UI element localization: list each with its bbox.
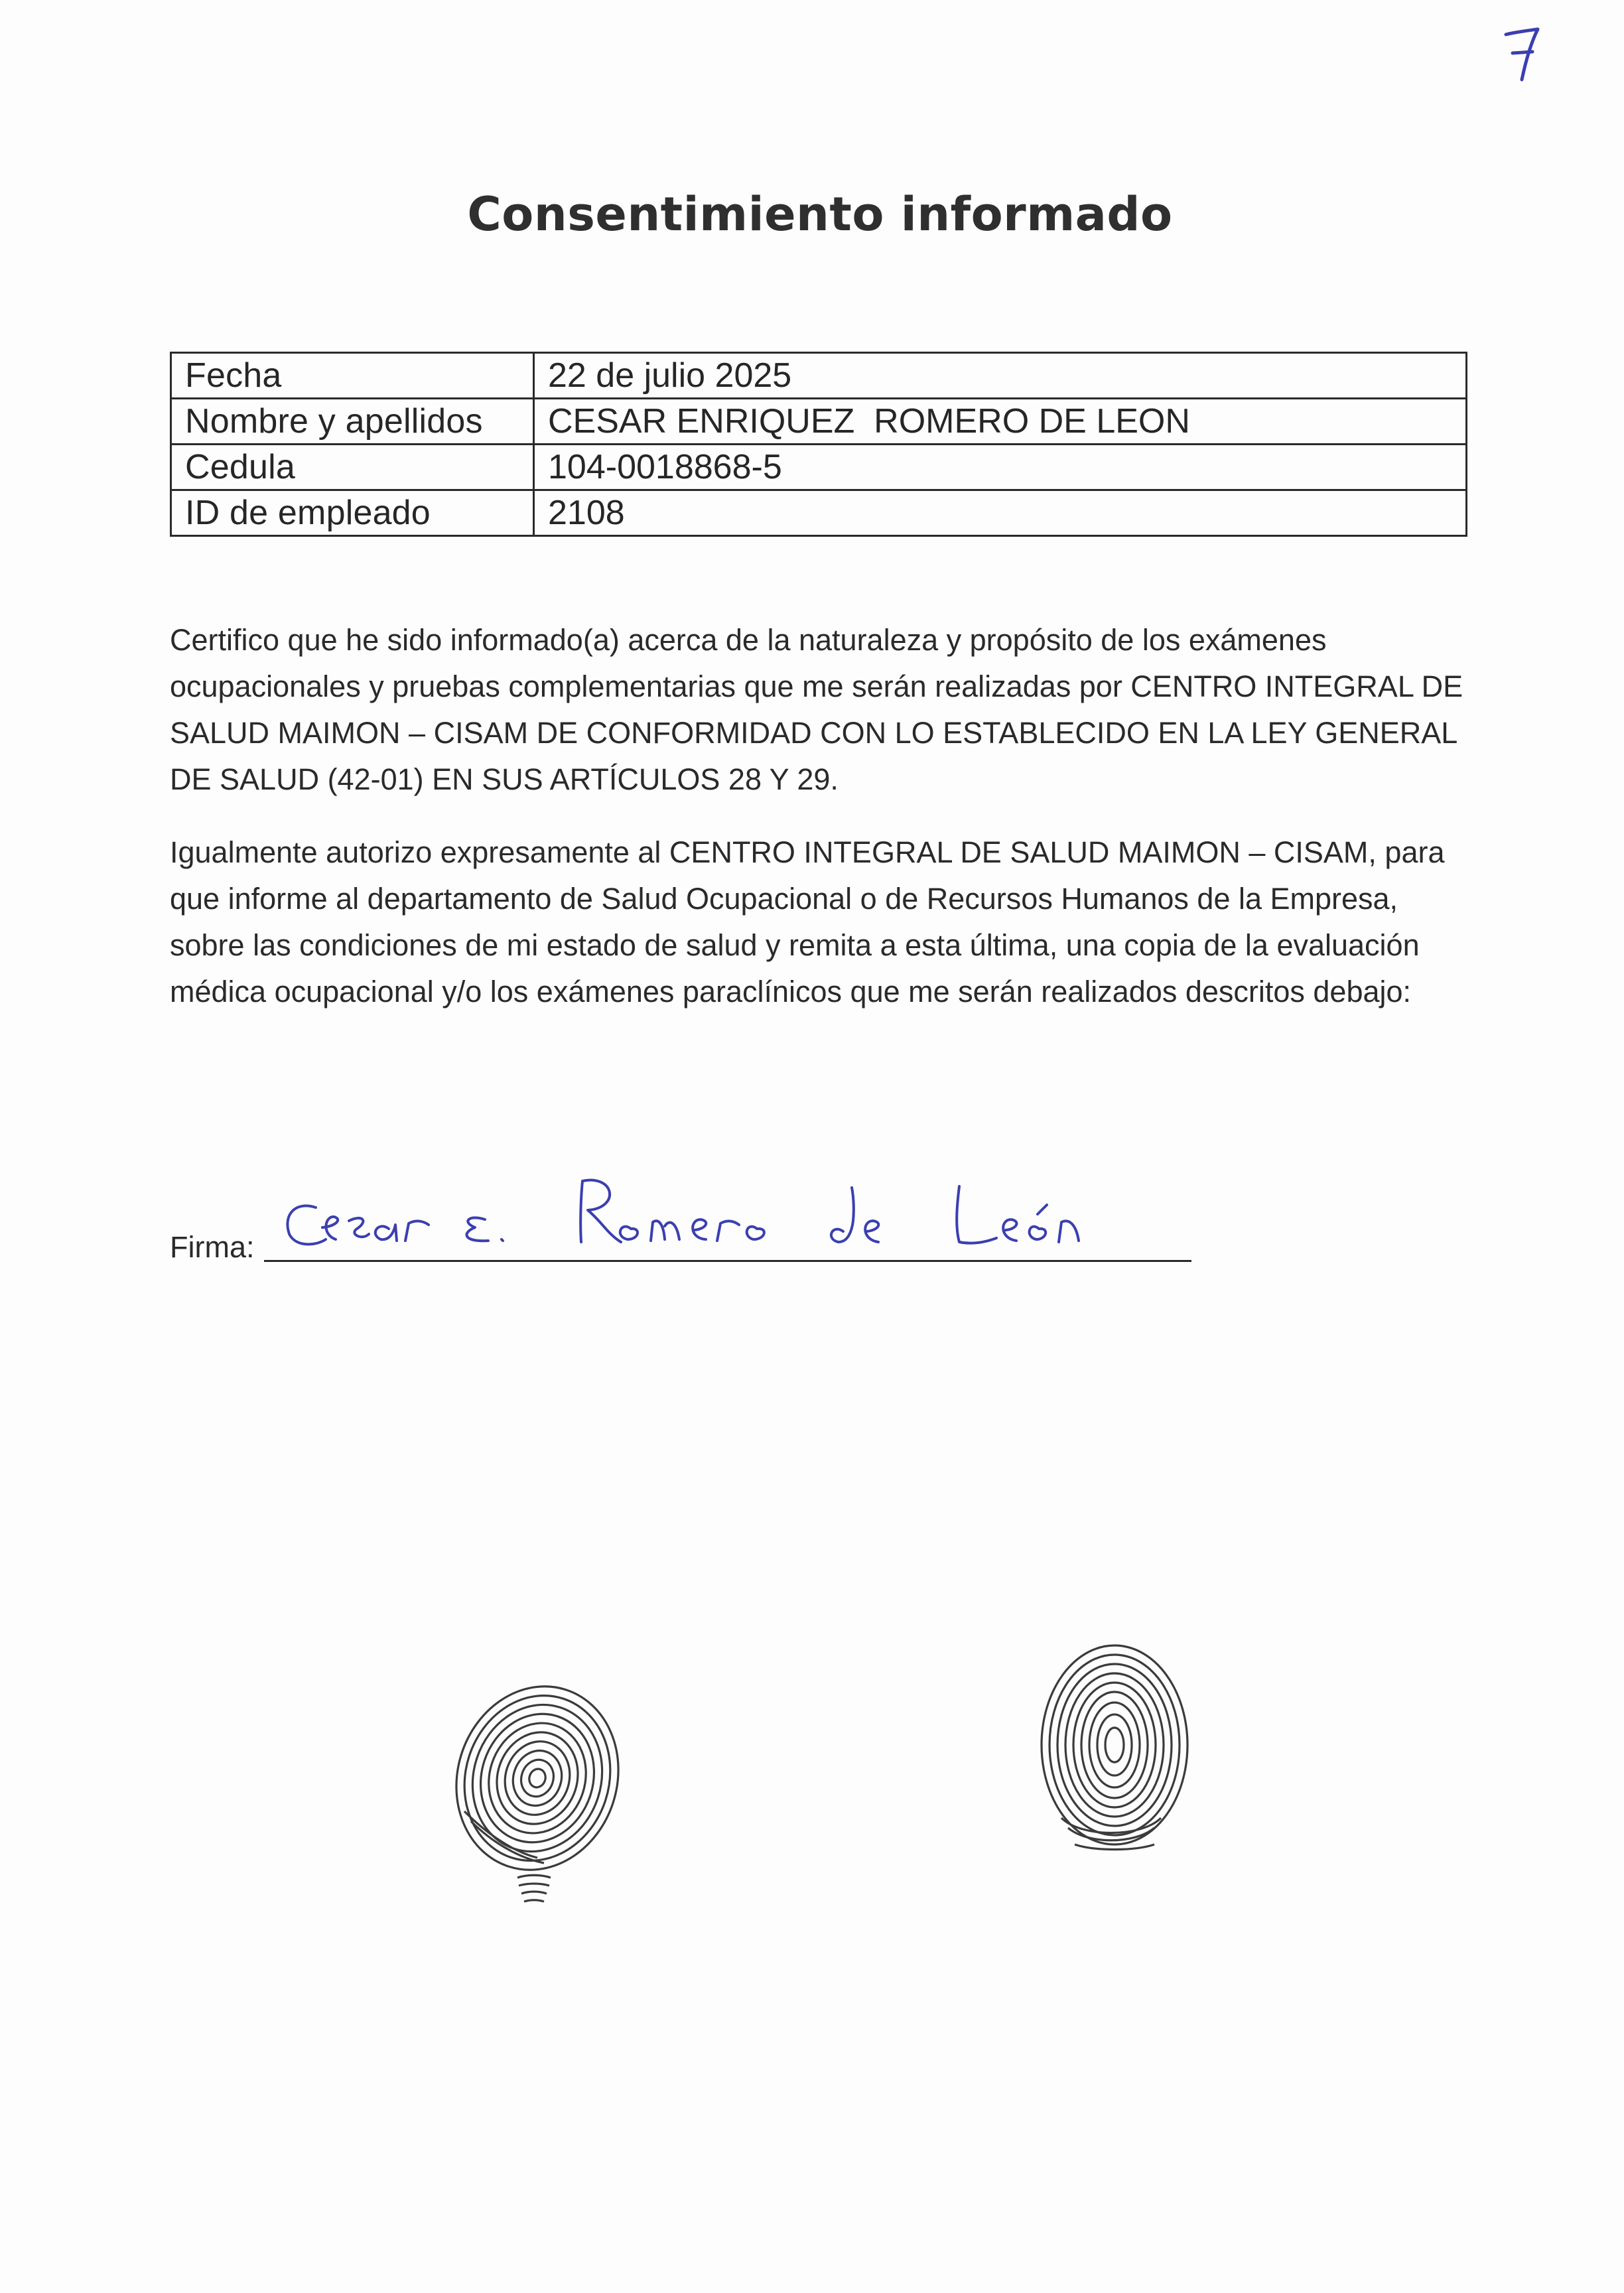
table-row (171, 353, 1467, 399)
document-title: Consentimiento informado (467, 187, 1173, 242)
nombre-label: Nombre y apellidos (171, 399, 534, 445)
cedula-value: 104-0018868-5 (534, 445, 1467, 490)
fingerprint-icon (444, 1679, 630, 1917)
handwritten-page-number (1498, 20, 1544, 86)
table-row (171, 490, 1467, 536)
table-row (171, 445, 1467, 490)
fingerprint-icon (1022, 1639, 1207, 1864)
id-empleado-value: 2108 (534, 490, 1467, 536)
cedula-label: Cedula (171, 445, 534, 490)
handwritten-signature (269, 1168, 1191, 1261)
table-row (171, 399, 1467, 445)
signature-block (170, 1168, 1191, 1267)
nombre-value: CESAR ENRIQUEZ ROMERO DE LEON (534, 399, 1467, 445)
authorization-paragraph: Igualmente autorizo expresamente al CENTRO INTEGRAL DE SALUD MAIMON – CISAM, para que informe al departamento de Salud Ocupacional o de Recursos Humanos de la Empresa, sobre las condiciones de mi estado de salud y remita a esta última, una copia de la evaluación médica ocupacional y/o los exámenes paraclínicos que me serán realizados descritos debajo: (170, 835, 1445, 1008)
fecha-value: 22 de julio 2025 (534, 353, 1467, 399)
certification-paragraph: Certifico que he sido informado(a) acerca de la naturaleza y propósito de los exámenes ocupacionales y pruebas complementarias que me serán realizadas por CENTRO INTEGRAL DE SALUD MAIMON – CISAM DE CONFORMIDAD CON LO ESTABLECIDO EN LA LEY GENERAL DE SALUD (42-01) EN SUS ARTÍCULOS 28 Y 29. (170, 623, 1463, 796)
fecha-label: Fecha (171, 353, 534, 399)
info-table (170, 352, 1467, 537)
id-empleado-label: ID de empleado (171, 490, 534, 536)
firma-label: Firma: (170, 1230, 255, 1264)
